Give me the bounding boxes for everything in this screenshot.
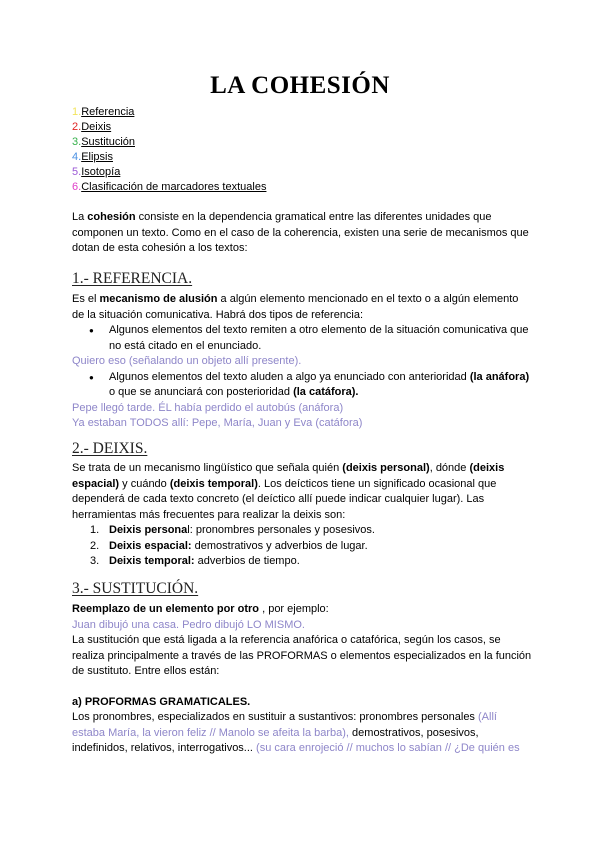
bullet-list [72,370,532,401]
section-heading-deixis: 2.- DEIXIS. [72,440,148,457]
paragraph: Reemplazo de un elemento por otro , por ejemplo: [72,603,329,615]
example-text: Quiero eso (señalando un objeto allí presente). [72,355,302,367]
toc-link-referencia[interactable]: Referencia [81,106,135,118]
list-item: ● Algunos elementos del texto remiten a otro elemento de la situación comunicativa que no está citado en el enunciado. [72,323,532,354]
example-text: Juan dibujó una casa. Pedro dibujó LO MISMO. [72,618,305,631]
toc-link-sustitucion[interactable]: Sustitución [81,136,135,148]
intro-paragraph: La cohesión consiste en la dependencia gramatical entre las diferentes unidades que componen un texto. Como en el caso de la coherencia, existen una serie de mecanismos que dotan de esta cohesión a los textos: [72,211,529,254]
section-heading-referencia: 1.- REFERENCIA. [72,270,193,287]
page-title: LA COHESIÓN [210,72,390,99]
section-referencia-body [72,292,532,432]
spacer [72,680,532,695]
toc-link-marcadores[interactable]: Clasificación de marcadores textuales [81,181,267,193]
paragraph: Los pronombres, especializados en sustituir a sustantivos: pronombres personales (Allí estaba María, la vieron feliz // Manolo se afeita la barba), demostrativos, posesivos, indefinidos, relativos, interrogativos... (su cara enrojeció // muchos lo sabían // ¿De quién es [72,711,520,754]
paragraph: Se trata de un mecanismo lingüístico que señala quién (deixis personal), dónde (deixis espacial) y cuándo (deixis temporal). Los deícticos tiene un significado ocasional que dependerá de cada texto concreto (el deíctico allí puede indicar cualquier lugar). Las herramientas más frecuentes para realizar la deixis son: [72,462,505,521]
section-sustitucion-body [72,602,532,757]
section-heading-sustitucion: 3.- SUSTITUCIÓN. [72,580,199,597]
toc-item[interactable] [72,150,266,165]
example-text: Ya estaban TODOS allí: Pepe, María, Juan y Eva (catáfora) [72,417,363,429]
list-item: 1. Deixis personal: pronombres personales y posesivos. [90,524,375,536]
toc-item[interactable] [72,180,266,195]
example-text: Pepe llegó tarde. ÉL había perdido el autobús (anáfora) [72,401,344,414]
list-item: ● Algunos elementos del texto aluden a algo ya enunciado con anterioridad (la anáfora) o que se anunciará con posterioridad (la catáfora). [72,370,532,401]
list-item: 2. Deixis espacial: demostrativos y adverbios de lugar. [90,539,368,552]
paragraph: La sustitución que está ligada a la referencia anafórica o catafórica, según los casos, se realiza principalmente a través de las PROFORMAS o elementos especializados en la función de sustituto. Entre ellos están: [72,634,532,677]
toc-item[interactable] [72,165,266,180]
table-of-contents [72,105,266,195]
toc-number: 4. [72,151,82,163]
toc-number: 1. [72,106,82,118]
toc-item[interactable] [72,135,266,150]
toc-item[interactable] [72,120,266,135]
numbered-list [72,523,532,570]
toc-link-isotopia[interactable]: Isotopía [81,166,121,178]
paragraph: Es el mecanismo de alusión a algún elemento mencionado en el texto o a algún elemento de la situación comunicativa. Habrá dos tipos de referencia: [72,293,519,321]
toc-number: 6. [72,181,82,193]
subheading: a) PROFORMAS GRAMATICALES. [72,695,251,708]
toc-number: 2. [72,121,82,133]
toc-item[interactable] [72,105,266,120]
toc-number: 5. [72,166,82,178]
toc-number: 3. [72,136,82,148]
toc-link-deixis[interactable]: Deixis [81,121,112,133]
section-deixis-body [72,461,532,570]
bullet-list [72,323,532,354]
list-item: 3. Deixis temporal: adverbios de tiempo. [90,555,300,567]
toc-link-elipsis[interactable]: Elipsis [81,151,113,163]
